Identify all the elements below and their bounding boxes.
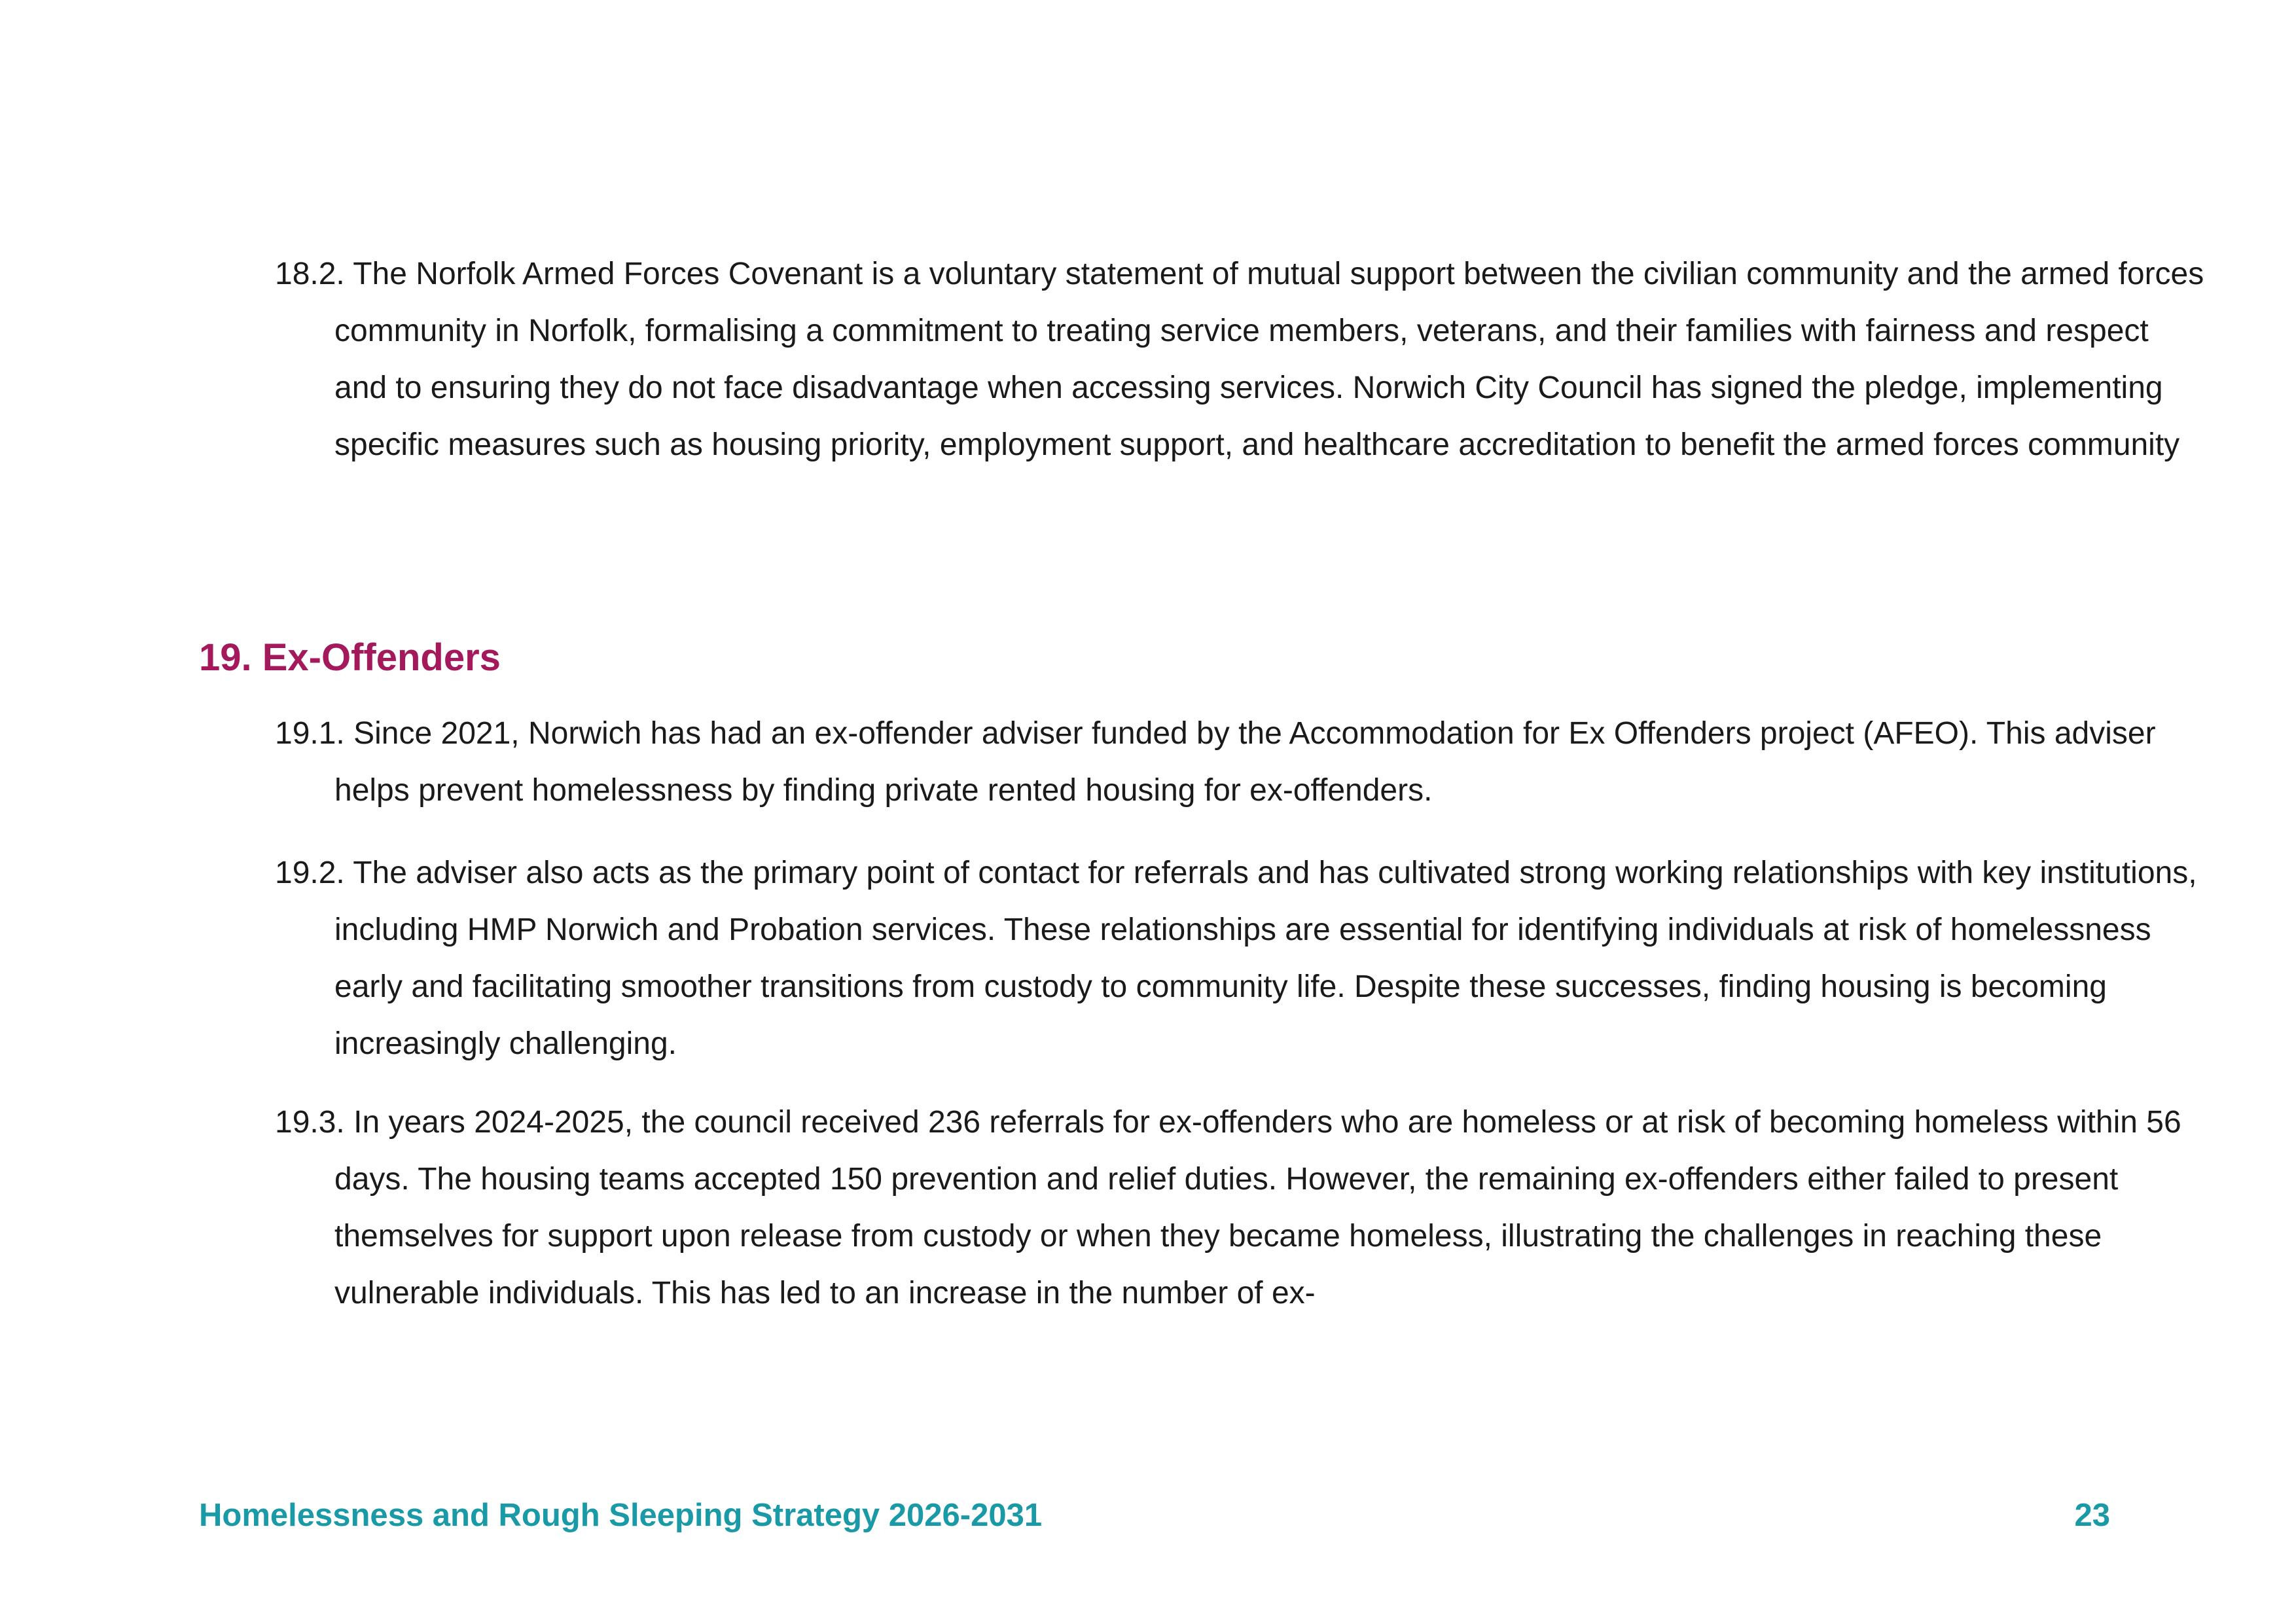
footer-document-title: Homelessness and Rough Sleeping Strategy 2026-2031 [199,1498,1043,1533]
paragraph-number: 19.3. [275,1105,345,1140]
paragraph-number: 18.2. [275,257,345,291]
paragraph-number: 19.1. [275,716,345,751]
paragraph-19-2 [275,844,2206,1072]
paragraph-text: The Norfolk Armed Forces Covenant is a voluntary statement of mutual support between the civilian community and the armed forces community in Norfolk, formalising a commitment to treating service members, veterans, and their families with fairness and respect and to ensuring they do not face disadvantage when accessing services. Norwich City Council has signed the pledge, implementing specific measures such as housing priority, employment support, and healthcare accreditation to benefit the armed forces community [334,257,2204,462]
paragraph-text: In years 2024-2025, the council received 236 referrals for ex-offenders who are homeless or at risk of becoming homeless within 56 days. The housing teams accepted 150 prevention and relief duties. However, the remaining ex-offenders either failed to present themselves for support upon release from custody or when they became homeless, illustrating the challenges in reaching these vulnerable individuals. This has led to an increase in the number of ex- [334,1105,2181,1310]
paragraph-18-2 [275,245,2206,473]
section-heading-ex-offenders: 19. Ex-Offenders [199,636,501,679]
paragraph-text: The adviser also acts as the primary point of contact for referrals and has cultivated strong working relationships with key institutions, including HMP Norwich and Probation services. These relationships are essential for identifying individuals at risk of homelessness early and facilitating smoother transitions from custody to community life. Despite these successes, finding housing is becoming increasingly challenging. [334,856,2197,1061]
paragraph-number: 19.2. [275,856,345,890]
paragraph-19-1 [275,705,2206,819]
paragraph-19-3 [275,1094,2206,1322]
footer-page-number: 23 [2074,1498,2110,1533]
paragraph-text: Since 2021, Norwich has had an ex-offender adviser funded by the Accommodation for Ex Offenders project (AFEO). This adviser helps prevent homelessness by finding private rented housing for ex-offenders. [334,716,2156,808]
